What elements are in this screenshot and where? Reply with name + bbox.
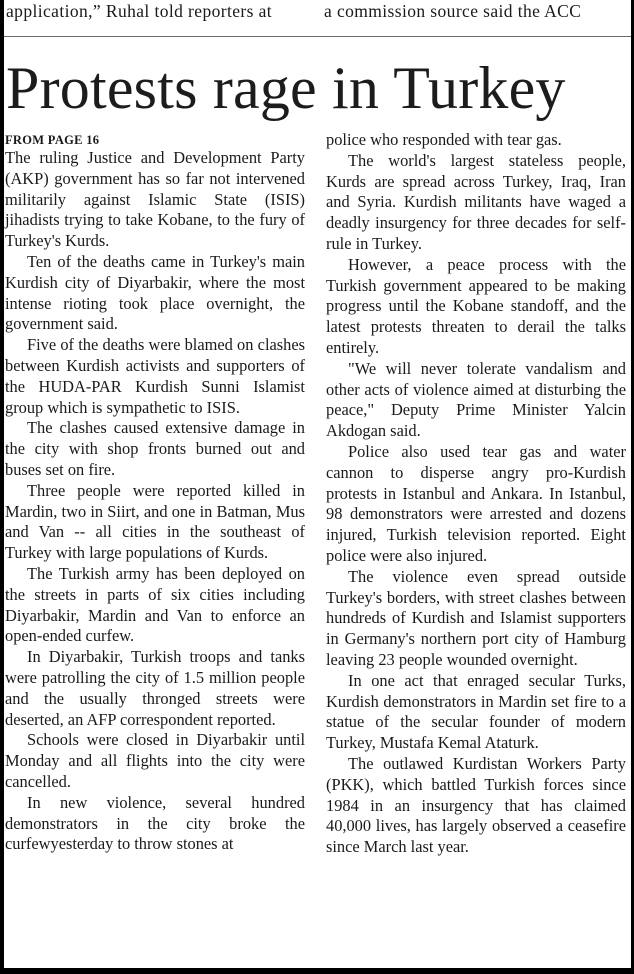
paragraph: The Turkish army has been deployed on the streets in parts of six cities including Diyarbakir, Mardin and Van to enforce an open-ended curfew. — [5, 563, 305, 646]
paragraph: However, a peace process with the Turkish government appeared to be making progress until the Kobane standoff, and the latest protests threaten to derail the talks entirely. — [326, 254, 626, 357]
paragraph: Schools were closed in Diyarbakir until Monday and all flights into the city were cancelled. — [5, 730, 305, 791]
paragraph: Five of the deaths were blamed on clashes between Kurdish activists and supporters of the HUDA-PAR Kurdish Sunni Islamist group which is sympathetic to ISIS. — [5, 335, 305, 417]
paragraph-continuation: police who responded with tear gas. — [326, 130, 562, 149]
article-column-left — [5, 130, 305, 855]
paragraph: Three people were reported killed in Mardin, two in Siirt, and one in Batman, Mus and Van -- all cities in the southeast of Turkey with large populations of Kurds. — [5, 480, 305, 563]
bottom-border-rule — [0, 968, 634, 974]
paragraph: Police also used tear gas and water cannon to disperse angry pro-Kurdish protests in Istanbul and Ankara. In Istanbul, 98 demonstrators were arrested and dozens injured, Turkish television reported. Eight police were also injured. — [326, 441, 626, 565]
previous-article-snippet-left: application,” Ruhal told reporters at — [6, 1, 273, 21]
paragraph: The world's largest stateless people, Kurds are spread across Turkey, Iraq, Iran and Syria. Kurdish militants have waged a deadly insurgency for three decades for self-rule in Turkey. — [326, 150, 626, 253]
previous-article-strip — [4, 0, 631, 37]
paragraph: The ruling Justice and Development Party (AKP) government has so far not intervened militarily against Islamic State (ISIS) jihadists trying to take Kobane, to the fury of Turkey's Kurds. — [5, 148, 305, 251]
paragraph: The violence even spread outside Turkey's borders, with street clashes between hundreds of Kurdish and Islamist supporters in Germany's northern port city of Hamburg leaving 23 people wounded overnight. — [326, 566, 626, 669]
paragraph: Ten of the deaths came in Turkey's main Kurdish city of Diyarbakir, where the most intense rioting took place overnight, the government said. — [5, 251, 305, 334]
headline: Protests rage in Turkey — [6, 55, 566, 121]
paragraph: In Diyarbakir, Turkish troops and tanks were patrolling the city of 1.5 million people and the usually thronged streets were deserted, an AFP correspondent reported. — [5, 647, 305, 729]
paragraph: The clashes caused extensive damage in the city with shop fronts burned out and buses set on fire. — [5, 418, 305, 479]
paragraph: "We will never tolerate vandalism and other acts of violence aimed at disturbing the peace," Deputy Prime Minister Yalcin Akdogan said. — [326, 358, 626, 441]
paragraph: In new violence, several hundred demonstrators in the city broke the curfewyesterday to throw stones at — [5, 792, 305, 854]
previous-article-snippet-right: a commission source said the ACC — [324, 1, 582, 21]
dateline: FROM PAGE 16 — [5, 133, 100, 147]
left-border-rule — [0, 0, 4, 974]
paragraph: The outlawed Kurdistan Workers Party (PKK), which battled Turkish forces since 1984 in an insurgency that has claimed 40,000 lives, has largely observed a ceasefire since March last year. — [326, 753, 626, 857]
paragraph: In one act that enraged secular Turks, Kurdish demonstrators in Mardin set fire to a statue of the secular founder of modern Turkey, Mustafa Kemal Ataturk. — [326, 670, 626, 753]
article-column-right — [326, 130, 626, 858]
